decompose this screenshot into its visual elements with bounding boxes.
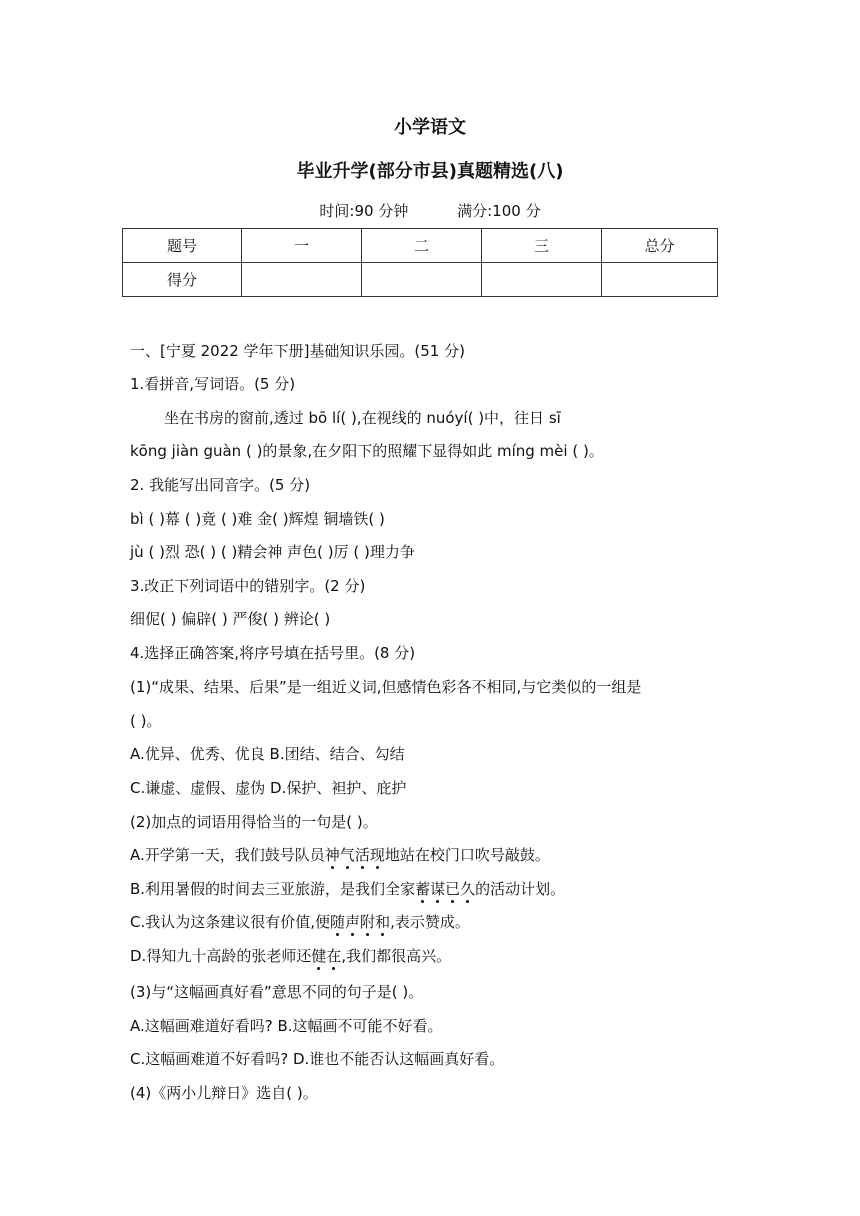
dotted-phrase — [330, 913, 390, 931]
dotted-phrase — [311, 947, 341, 965]
question-4-2: (2)加点的词语用得恰当的一句是( )。 — [130, 813, 378, 831]
question-4-1-blank: ( )。 — [130, 712, 162, 730]
header-cell: 总分 — [602, 229, 718, 263]
option-a: A.开学第一天，我们鼓号队员神气活现地站在校门口吹号敲鼓。 — [130, 846, 550, 864]
question-4-4: (4)《两小儿辩日》选自( )。 — [130, 1084, 318, 1102]
dotted-phrase — [415, 880, 475, 898]
question-1-text: 坐在书房的窗前,透过 bō lí( ),在视线的 nuóyí( )中，往日 sī — [164, 409, 561, 427]
header-cell: 题号 — [123, 229, 242, 263]
full-score: 满分:100 分 — [457, 202, 541, 220]
score-table-header-row — [123, 229, 718, 263]
header-cell: 二 — [362, 229, 482, 263]
option-row: C.这幅画难道不好看吗? D.谁也不能否认这幅画真好看。 — [130, 1050, 505, 1068]
emphasis-char: 活 — [354, 846, 370, 864]
question-2-row: jù ( )烈 恐( ) ( )精会神 声色( )厉 ( )理力争 — [130, 543, 415, 561]
question-4-3: (3)与“这幅画真好看”意思不同的句子是( )。 — [130, 983, 424, 1001]
emphasis-char: 谋 — [430, 880, 446, 898]
emphasis-char: 随 — [330, 913, 346, 931]
option-d: D.得知九十高龄的张老师还健在,我们都很高兴。 — [130, 947, 452, 965]
emphasis-char: 神 — [324, 846, 340, 864]
option-row: A.这幅画难道好看吗? B.这幅画不可能不好看。 — [130, 1017, 443, 1035]
question-2-row: bì ( )幕 ( )竟 ( )难 金( )辉煌 铜墙铁( ) — [130, 510, 385, 528]
subtitle: 毕业升学(部分市县)真题精选(八) — [296, 161, 564, 182]
score-cell[interactable] — [602, 263, 718, 297]
emphasis-char: 气 — [339, 846, 355, 864]
question-3: 3.改正下列词语中的错别字。(2 分) — [130, 577, 366, 595]
score-cell[interactable] — [482, 263, 602, 297]
option-b: B.利用暑假的时间去三亚旅游，是我们全家蓄谋已久的活动计划。 — [130, 880, 566, 898]
header-cell: 三 — [482, 229, 602, 263]
option-c: C.我认为这条建议很有价值,便随声附和,表示赞成。 — [130, 913, 470, 931]
score-cell[interactable] — [362, 263, 482, 297]
time-limit: 时间:90 分钟 — [319, 202, 409, 220]
header-cell: 一 — [242, 229, 362, 263]
section-heading: 一、[宁夏 2022 学年下册]基础知识乐园。(51 分) — [130, 342, 465, 360]
score-cell[interactable] — [242, 263, 362, 297]
exam-meta — [0, 201, 860, 221]
emphasis-char: 蓄 — [415, 880, 431, 898]
emphasis-char: 健 — [311, 947, 327, 965]
emphasis-char: 附 — [360, 913, 376, 931]
emphasis-char: 声 — [345, 913, 361, 931]
emphasis-char: 久 — [460, 880, 476, 898]
title: 小学语文 — [394, 117, 466, 138]
question-3-row: 细伲( ) 偏辟( ) 严俊( ) 辨论( ) — [130, 610, 331, 628]
score-table — [122, 228, 718, 297]
emphasis-char: 现 — [369, 846, 385, 864]
question-4-1: (1)“成果、结果、后果”是一组近义词,但感情色彩各不相同,与它类似的一组是 — [130, 678, 642, 696]
question-1: 1.看拼音,写词语。(5 分) — [130, 375, 296, 393]
dotted-phrase — [325, 846, 385, 864]
emphasis-char: 已 — [445, 880, 461, 898]
score-table-score-row — [123, 263, 718, 297]
option-row: A.优异、优秀、优良 B.团结、结合、勾结 — [130, 745, 405, 763]
row-label: 得分 — [123, 263, 242, 297]
emphasis-char: 在 — [326, 947, 342, 965]
option-row: C.谦虚、虚假、虚伪 D.保护、袒护、庇护 — [130, 779, 407, 797]
question-1-text: kōng jiàn guàn ( )的景象,在夕阳下的照耀下显得如此 míng mèi ( )。 — [130, 442, 604, 460]
emphasis-char: 和 — [375, 913, 391, 931]
question-2: 2. 我能写出同音字。(5 分) — [130, 476, 311, 494]
question-4: 4.选择正确答案,将序号填在括号里。(8 分) — [130, 644, 416, 662]
